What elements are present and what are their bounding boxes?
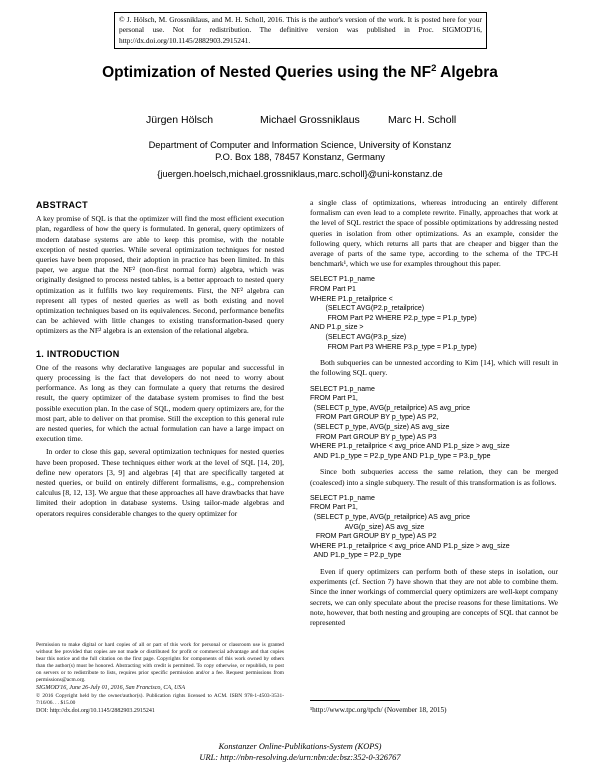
kops-title: Konstanzer Online-Publikations-System (KOPS) <box>218 742 382 751</box>
footnote-divider <box>310 700 400 701</box>
right-paragraph-2: Both subqueries can be unnested according to Kim [14], which will result in the following SQL query. <box>310 358 558 378</box>
kops-repository-notice <box>150 742 450 763</box>
affiliation-department: Department of Computer and Information Science, University of Konstanz <box>148 140 452 150</box>
sql-query-2: SELECT P1.p_name FROM Part P1, (SELECT p_type, AVG(p_retailprice) AS avg_price FROM Part GROUP BY p_type) AS P2, (SELECT p_type, AVG(p_size) AS avg_size FROM Part GROUP BY p_type) AS P3 WHERE P1.p_retailprice < avg_price AND P1.p_size > avg_size AND P1.p_type = P2.p_type AND P1.p_type = P3.p_type <box>310 385 510 460</box>
left-column <box>36 200 284 519</box>
title-suffix: Algebra <box>436 64 498 81</box>
conference-venue: SIGMOD'16, June 26-July 01, 2016, San Francisco, CA, USA <box>36 685 186 692</box>
paper-title <box>0 64 600 82</box>
copyright-notice: © J. Hölsch, M. Grossniklaus, and M. H. Scholl, 2016. This is the author's version of the work. It is posted here for your personal use. Not for redistribution. The definitive version was published in Proc. SIGMOD'16, http://dx.doi.org/10.1145/2882903.2915241. <box>114 12 487 49</box>
affiliation-address: P.O. Box 188, 78457 Konstanz, Germany <box>215 152 385 162</box>
intro-heading: 1. INTRODUCTION <box>36 348 120 359</box>
doi-link[interactable]: DOI: http://dx.doi.org/10.1145/2882903.2915241 <box>36 708 155 715</box>
abstract-text: A key promise of SQL is that the optimizer will find the most efficient execution plan, regardless of how the query is formulated. In general, query optimizers of modern database systems are able to keep this promise, with the notable exception of nested queries. While several optimization techniques for nested queries have been proposed, their adoption in practice has been limited. In this paper, we argue that the NF² (non-first normal form) algebra, which was originally designed to process nested tables, is a better approach to nested query optimization as it fulfills two key requirements. First, the NF² algebra can represent all types of nested queries as well as both existing and novel optimization techniques based on its equivalences. Second, performance benefits can be achieved with little changes to existing transformation-based query optimizers as the NF² algebra is an extension of the relational algebra. <box>36 214 284 336</box>
kops-url[interactable]: URL: http://nbn-resolving.de/urn:nbn:de:bsz:352-0-326767 <box>199 752 401 762</box>
sql-query-1: SELECT P1.p_name FROM Part P1 WHERE P1.p_retailprice < (SELECT AVG(P2.p_retailprice) FROM Part P2 WHERE P2.p_type = P1.p_type) AND P1.p_size > (SELECT AVG(P3.p_size) FROM Part P3 WHERE P3.p_type = P1.p_type) <box>310 276 477 351</box>
right-paragraph-4: Even if query optimizers can perform both of these steps in isolation, our experiments (cf. Section 7) have shown that they are not able to combine them. Since the inner workings of commercial query optimizers are well-kept company secrets, we can only speculate about the precise reasons for these limitations. We note, however, that both nesting and grouping are concepts of SQL that cannot be represented <box>310 566 558 627</box>
affiliation-email: {juergen.hoelsch,michael.grossniklaus,marc.scholl}@uni-konstanz.de <box>157 169 443 179</box>
abstract-heading: ABSTRACT <box>36 200 88 210</box>
title-superscript: 2 <box>431 63 437 74</box>
right-paragraph-1: a single class of optimizations, whereas introducing an entirely different formalism can even lead to a complete rewrite. Finally, approaches that work at the level of SQL restrict the space of possible optimizations by addressing nested queries in isolation from other optimizations. As an example, consider the following query, which returns all parts that are cheaper and bigger than the average of parts of the same type, according to the schema of the TPC-H benchmark¹, which we use for examples throughout this paper. <box>310 198 558 269</box>
right-paragraph-3: Since both subqueries access the same relation, they can be merged (coalesced) into a single subquery. The result of this transformation is as follows. <box>310 467 558 487</box>
title-text: Optimization of Nested Queries using the NF <box>102 64 432 81</box>
permission-text: Permission to make digital or hard copies of all or part of this work for personal or classroom use is granted without fee provided that copies are not made or distributed for profit or commercial advantage and that copies bear this notice and the full citation on the first page. Copyrights for components of this work owned by others than the author(s) must be honored. Abstracting with credit is permitted. To copy otherwise, or republish, to post on servers or to redistribute to lists, requires prior specific permission and/or a fee. Request permissions from permissions@acm.org. <box>36 642 284 683</box>
author-name: Marc H. Scholl <box>388 114 457 126</box>
permission-block <box>36 642 284 715</box>
intro-paragraph-1: One of the reasons why declarative languages are popular and successful in query processing is the fact that developers do not need to worry about performance. As long as they can formulate a query that returns the desired result, the query optimizer of the database system promises to find the best possible execution plan. In the case of SQL, modern query optimizers are, for the most part, able to deliver on that promise. Still the exception to this general rule are nested queries, for which the actual formulation can have a large impact on execution time. <box>36 362 284 444</box>
copyright-rights: © 2016 Copyright held by the owner/author(s). Publication rights licensed to ACM. ISBN 978-1-4503-3531-7/16/06. . . $15.00 <box>36 693 284 707</box>
author-name: Michael Grossniklaus <box>260 114 360 126</box>
right-column <box>310 198 558 628</box>
sql-query-3: SELECT P1.p_name FROM Part P1, (SELECT p_type, AVG(p_retailprice) AS avg_price AVG(p_size) AS avg_size FROM Part GROUP BY p_type) AS P2 WHERE P1.p_retailprice < avg_price AND P1.p_size > avg_size AND P1.p_type = P2.p_type <box>310 494 510 560</box>
footnote: ¹http://www.tpc.org/tpch/ (November 18, 2015) <box>310 706 447 714</box>
intro-paragraph-2: In order to close this gap, several optimization techniques for nested queries have been proposed. These techniques either work at the level of SQL [14, 20], define new operators [3, 9] and algebras [4] that are specifically targeted at nested queries, or build on entirely different formalisms, e.g., comprehension calculus [8, 12, 13]. We argue that these approaches all have drawbacks that have limited their adoption in database systems. Using tailor-made algebras and operators requires considerable changes to the query optimizer for <box>36 447 284 518</box>
author-name: Jürgen Hölsch <box>146 114 214 126</box>
